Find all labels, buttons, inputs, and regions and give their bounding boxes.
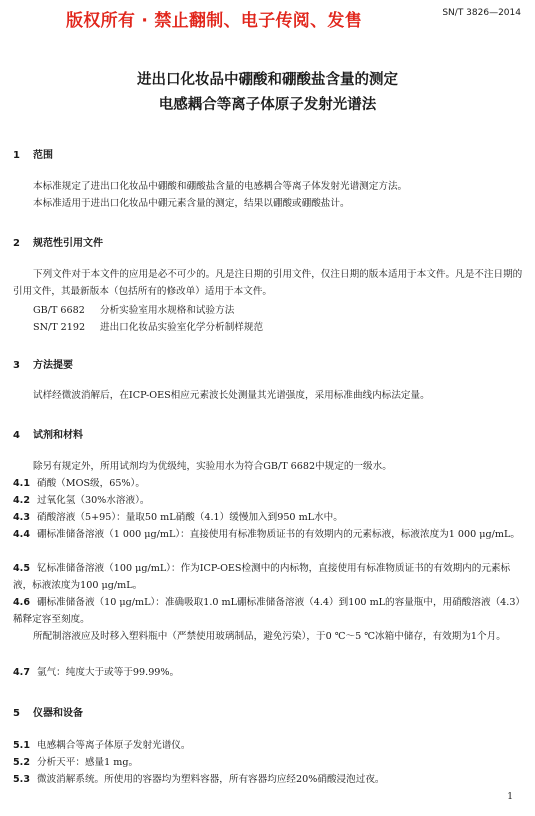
reference-item	[33, 302, 234, 316]
item-number: 4.6	[13, 597, 30, 608]
item-text: 分析天平：感量1 mg。	[37, 757, 139, 768]
watermark: 版权所有 · 禁止翻制、电子传阅、发售	[66, 11, 362, 31]
item-number: 4.3	[13, 512, 30, 523]
item-text: 硝酸溶液（5+95）：量取50 mL硝酸（4.1）缓慢加入到950 mL水中。	[37, 512, 343, 523]
item-text: 硼标准储备溶液（1 000 μg/mL）：直接使用有标准物质证书的有效期内的元素标液，标液浓度为1 000 μg/mL。	[37, 529, 520, 540]
reference-title: 进出口化妆品实验室化学分析制样规范	[100, 322, 264, 333]
standard-number: SN/T 3826—2014	[442, 8, 521, 18]
document-title-line2: 电感耦合等离子体原子发射光谱法	[158, 97, 377, 113]
paragraph: 下列文件对于本文件的应用是必不可少的。凡是注日期的引用文件，仅注日期的版本适用于本文件。凡是不注日期的引用文件，其最新版本（包括所有的修改单）适用于本文件。	[13, 269, 523, 297]
paragraph: 试样经微波消解后，在ICP-OES相应元素波长处测量其光谱强度，采用标准曲线内标法定量。	[33, 390, 430, 401]
item-number: 4.2	[13, 495, 30, 506]
list-item	[13, 560, 523, 594]
paragraph: 所配制溶液应及时移入塑料瓶中（严禁使用玻璃制品，避免污染），于0 ℃～5 ℃冰箱中储存，有效期为1个月。	[33, 631, 506, 642]
section-title: 范围	[33, 150, 53, 161]
item-number: 4.1	[13, 478, 30, 489]
section-number: 3	[13, 360, 20, 371]
paragraph: 除另有规定外，所用试剂均为优级纯，实验用水为符合GB/T 6682中规定的一级水。	[33, 461, 392, 472]
section-2-heading	[13, 234, 103, 249]
paragraph: 本标准适用于进出口化妆品中硼元素含量的测定，结果以硼酸或硼酸盐计。	[33, 198, 350, 209]
item-text: 硝酸（MOS级，65%）。	[37, 478, 145, 489]
item-number: 5.2	[13, 757, 30, 768]
item-text: 钇标准储备溶液（100 μg/mL）：作为ICP-OES检测中的内标物，直接使用有标准物质证书的有效期内的元素标液，标液浓度为100 μg/mL。	[13, 563, 511, 591]
item-number: 4.4	[13, 529, 30, 540]
section-number: 1	[13, 150, 20, 161]
list-item	[13, 509, 523, 526]
section-number: 2	[13, 238, 20, 249]
item-text: 微波消解系统。所使用的容器均为塑料容器，所有容器均应经20%硝酸浸泡过夜。	[37, 774, 385, 785]
reference-code: GB/T 6682	[33, 305, 85, 316]
list-item	[13, 664, 523, 681]
list-item	[13, 492, 523, 509]
item-text: 硼标准储备液（10 μg/mL）：准确吸取1.0 mL硼标准储备溶液（4.4）到100 mL的容量瓶中，用硝酸溶液（4.3）稀释定容至刻度。	[13, 597, 521, 625]
section-4-heading	[13, 426, 83, 441]
item-number: 5.3	[13, 774, 30, 785]
list-item	[13, 526, 523, 543]
list-item	[13, 594, 523, 628]
item-number: 4.5	[13, 563, 30, 574]
section-title: 方法提要	[33, 360, 73, 371]
section-number: 5	[13, 708, 20, 719]
list-item	[13, 737, 523, 754]
reference-item	[33, 319, 263, 333]
item-text: 过氧化氢（30%水溶液）。	[37, 495, 150, 506]
list-item	[13, 771, 523, 788]
section-3-heading	[13, 356, 73, 371]
reference-title: 分析实验室用水规格和试验方法	[100, 305, 235, 316]
section-title: 试剂和材料	[33, 430, 83, 441]
item-number: 5.1	[13, 740, 30, 751]
document-title-line1: 进出口化妆品中硼酸和硼酸盐含量的测定	[137, 72, 398, 88]
page-number: 1	[507, 792, 513, 802]
item-text: 电感耦合等离子体原子发射光谱仪。	[37, 740, 191, 751]
list-item	[13, 754, 523, 771]
section-title: 规范性引用文件	[33, 238, 103, 249]
section-5-heading	[13, 704, 83, 719]
paragraph: 本标准规定了进出口化妆品中硼酸和硼酸盐含量的电感耦合等离子体发射光谱测定方法。	[33, 181, 408, 192]
item-text: 氩气：纯度大于或等于99.99%。	[37, 667, 180, 678]
list-item	[13, 475, 523, 492]
reference-code: SN/T 2192	[33, 322, 86, 333]
item-number: 4.7	[13, 667, 30, 678]
section-number: 4	[13, 430, 20, 441]
section-1-heading	[13, 146, 53, 161]
section-title: 仪器和设备	[33, 708, 83, 719]
